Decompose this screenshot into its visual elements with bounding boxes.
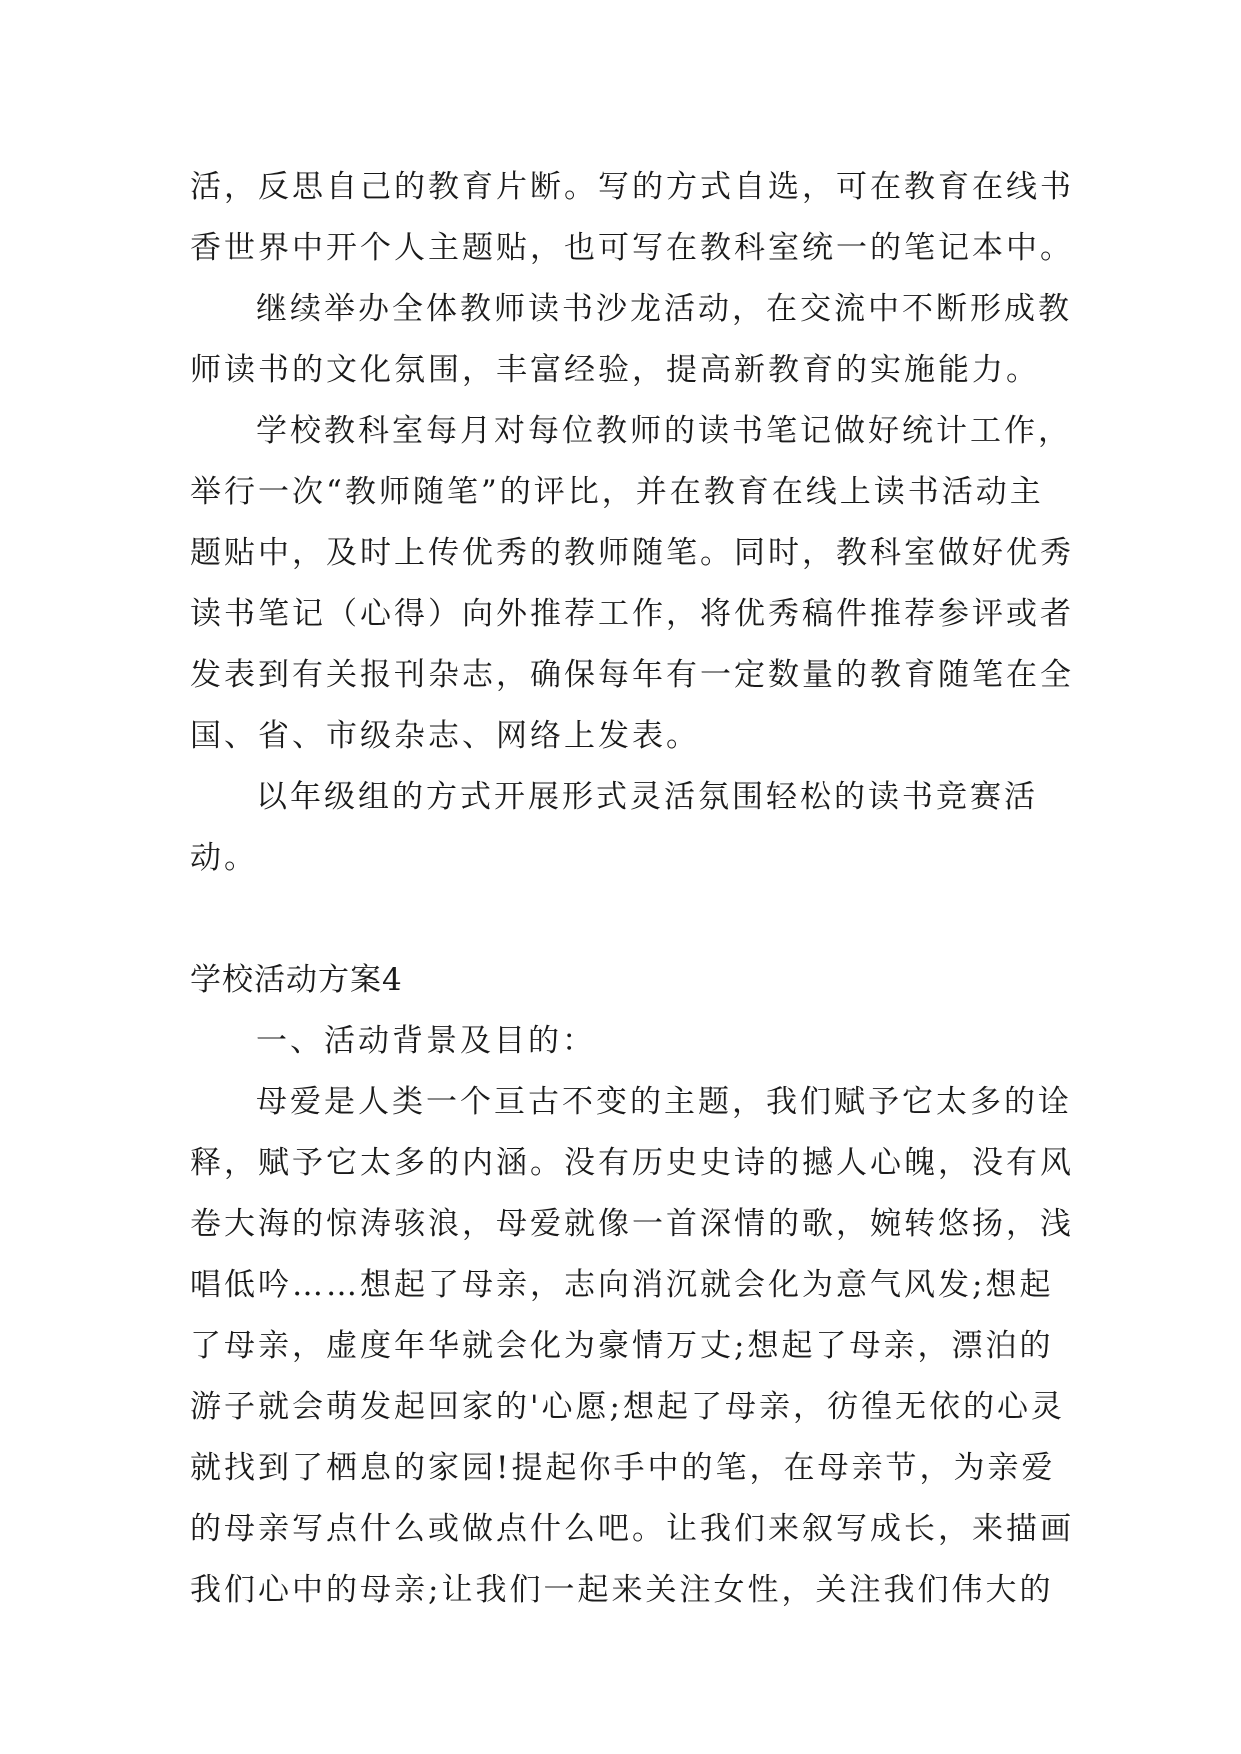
text-line: 了母亲，虚度年华就会化为豪情万丈;想起了母亲，漂泊的 bbox=[190, 1328, 1054, 1364]
paragraph-start-line: 继续举办全体教师读书沙龙活动，在交流中不断形成教 bbox=[256, 291, 1072, 327]
text-line: 香世界中开个人主题贴，也可写在教科室统一的笔记本中。 bbox=[190, 230, 1074, 266]
text-line: 国、省、市级杂志、网络上发表。 bbox=[190, 718, 700, 754]
text-line: 活，反思自己的教育片断。写的方式自选，可在教育在线书 bbox=[190, 169, 1074, 205]
subsection-heading: 一、活动背景及目的： bbox=[256, 1023, 596, 1059]
text-line: 举行一次“教师随笔”的评比，并在教育在线上读书活动主 bbox=[190, 474, 1044, 510]
text-line: 读书笔记（心得）向外推荐工作，将优秀稿件推荐参评或者 bbox=[190, 596, 1074, 632]
text-line: 题贴中，及时上传优秀的教师随笔。同时，教科室做好优秀 bbox=[190, 535, 1074, 571]
paragraph-start-line: 以年级组的方式开展形式灵活氛围轻松的读书竞赛活 bbox=[256, 779, 1038, 815]
text-line: 发表到有关报刊杂志，确保每年有一定数量的教育随笔在全 bbox=[190, 657, 1074, 693]
paragraph-start-line: 母爱是人类一个亘古不变的主题，我们赋予它太多的诠 bbox=[256, 1084, 1072, 1120]
text-line: 卷大海的惊涛骇浪，母爱就像一首深情的歌，婉转悠扬，浅 bbox=[190, 1206, 1074, 1242]
text-line: 释，赋予它太多的内涵。没有历史史诗的撼人心魄，没有风 bbox=[190, 1145, 1074, 1181]
paragraph-start-line: 学校教科室每月对每位教师的读书笔记做好统计工作， bbox=[256, 413, 1072, 449]
text-line: 师读书的文化氛围，丰富经验，提高新教育的实施能力。 bbox=[190, 352, 1040, 388]
text-line: 就找到了栖息的家园!提起你手中的笔，在母亲节，为亲爱 bbox=[190, 1450, 1056, 1486]
text-line: 的母亲写点什么或做点什么吧。让我们来叙写成长，来描画 bbox=[190, 1511, 1074, 1547]
text-line: 我们心中的母亲;让我们一起来关注女性，关注我们伟大的 bbox=[190, 1572, 1054, 1608]
text-line: 唱低吟……想起了母亲，志向消沉就会化为意气风发;想起 bbox=[190, 1267, 1054, 1303]
text-line: 游子就会萌发起回家的'心愿;想起了母亲，彷徨无依的心灵 bbox=[190, 1389, 1065, 1425]
text-line: 动。 bbox=[190, 840, 258, 876]
section-heading: 学校活动方案4 bbox=[190, 962, 403, 998]
